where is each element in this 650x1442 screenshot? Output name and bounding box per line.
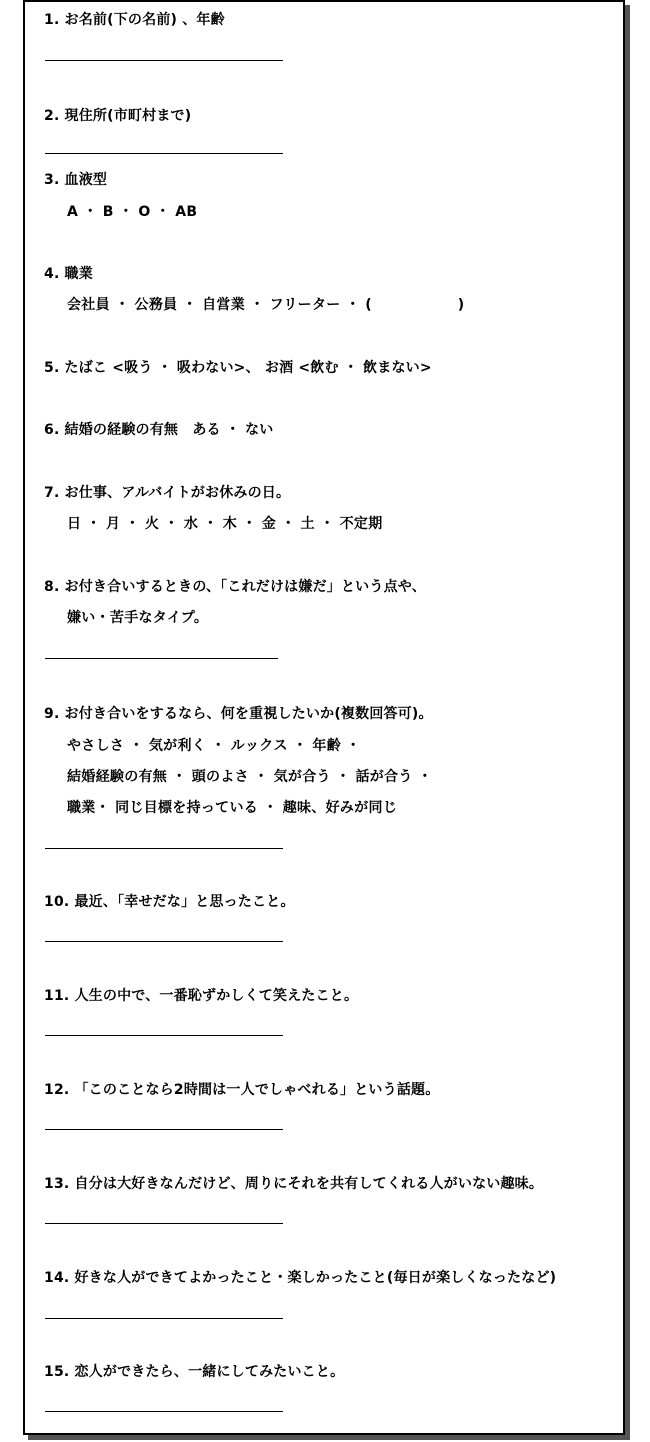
question-8-continued: 嫌い・苦手なタイプ。	[67, 610, 209, 626]
answer-line-2	[45, 153, 283, 154]
question-9: 9. お付き合いをするなら、何を重視したいか(複数回答可)。	[44, 706, 433, 722]
answer-line-8	[45, 658, 278, 659]
question-11: 11. 人生の中で、一番恥ずかしくて笑えたこと。	[44, 988, 359, 1004]
question-7: 7. お仕事、アルバイトがお休みの日。	[44, 485, 291, 501]
answer-line-11	[45, 1035, 283, 1036]
question-12: 12. 「このことなら2時間は一人でしゃべれる」という話題。	[44, 1082, 440, 1098]
question-2: 2. 現住所(市町村まで)	[44, 108, 192, 124]
answer-line-9	[45, 848, 283, 849]
question-9-options-row-2: 結婚経験の有無 ・ 頭のよさ ・ 気が合う ・ 話が合う ・	[67, 769, 433, 785]
answer-line-15	[45, 1411, 283, 1412]
question-6: 6. 結婚の経験の有無 ある ・ ない	[44, 422, 274, 438]
question-8: 8. お付き合いするときの、「これだけは嫌だ」という点や、	[44, 579, 426, 595]
answer-line-10	[45, 941, 283, 942]
question-4: 4. 職業	[44, 266, 93, 282]
question-3-options: A ・ B ・ O ・ AB	[67, 204, 198, 220]
question-7-options: 日 ・ 月 ・ 火 ・ 水 ・ 木 ・ 金 ・ 土 ・ 不定期	[67, 516, 383, 532]
answer-line-1	[45, 60, 283, 61]
answer-line-12	[45, 1129, 283, 1130]
question-1: 1. お名前(下の名前) 、年齢	[44, 12, 225, 28]
question-3: 3. 血液型	[44, 172, 108, 188]
answer-line-14	[45, 1318, 283, 1319]
question-5: 5. たばこ <吸う ・ 吸わない>、 お酒 <飲む ・ 飲まない>	[44, 360, 432, 376]
question-10: 10. 最近、「幸せだな」と思ったこと。	[44, 894, 295, 910]
question-9-options-row-3: 職業・ 同じ目標を持っている ・ 趣味、好みが同じ	[67, 800, 398, 816]
question-15: 15. 恋人ができたら、一緒にしてみたいこと。	[44, 1364, 345, 1380]
answer-line-13	[45, 1223, 283, 1224]
question-9-options-row-1: やさしさ ・ 気が利く ・ ルックス ・ 年齢 ・	[67, 738, 361, 754]
question-4-options: 会社員 ・ 公務員 ・ 自営業 ・ フリーター ・ ( )	[67, 297, 465, 313]
questionnaire-sheet	[23, 0, 625, 1435]
question-14: 14. 好きな人ができてよかったこと・楽しかったこと(毎日が楽しくなったなど)	[44, 1270, 557, 1286]
question-13: 13. 自分は大好きなんだけど、周りにそれを共有してくれる人がいない趣味。	[44, 1176, 544, 1192]
